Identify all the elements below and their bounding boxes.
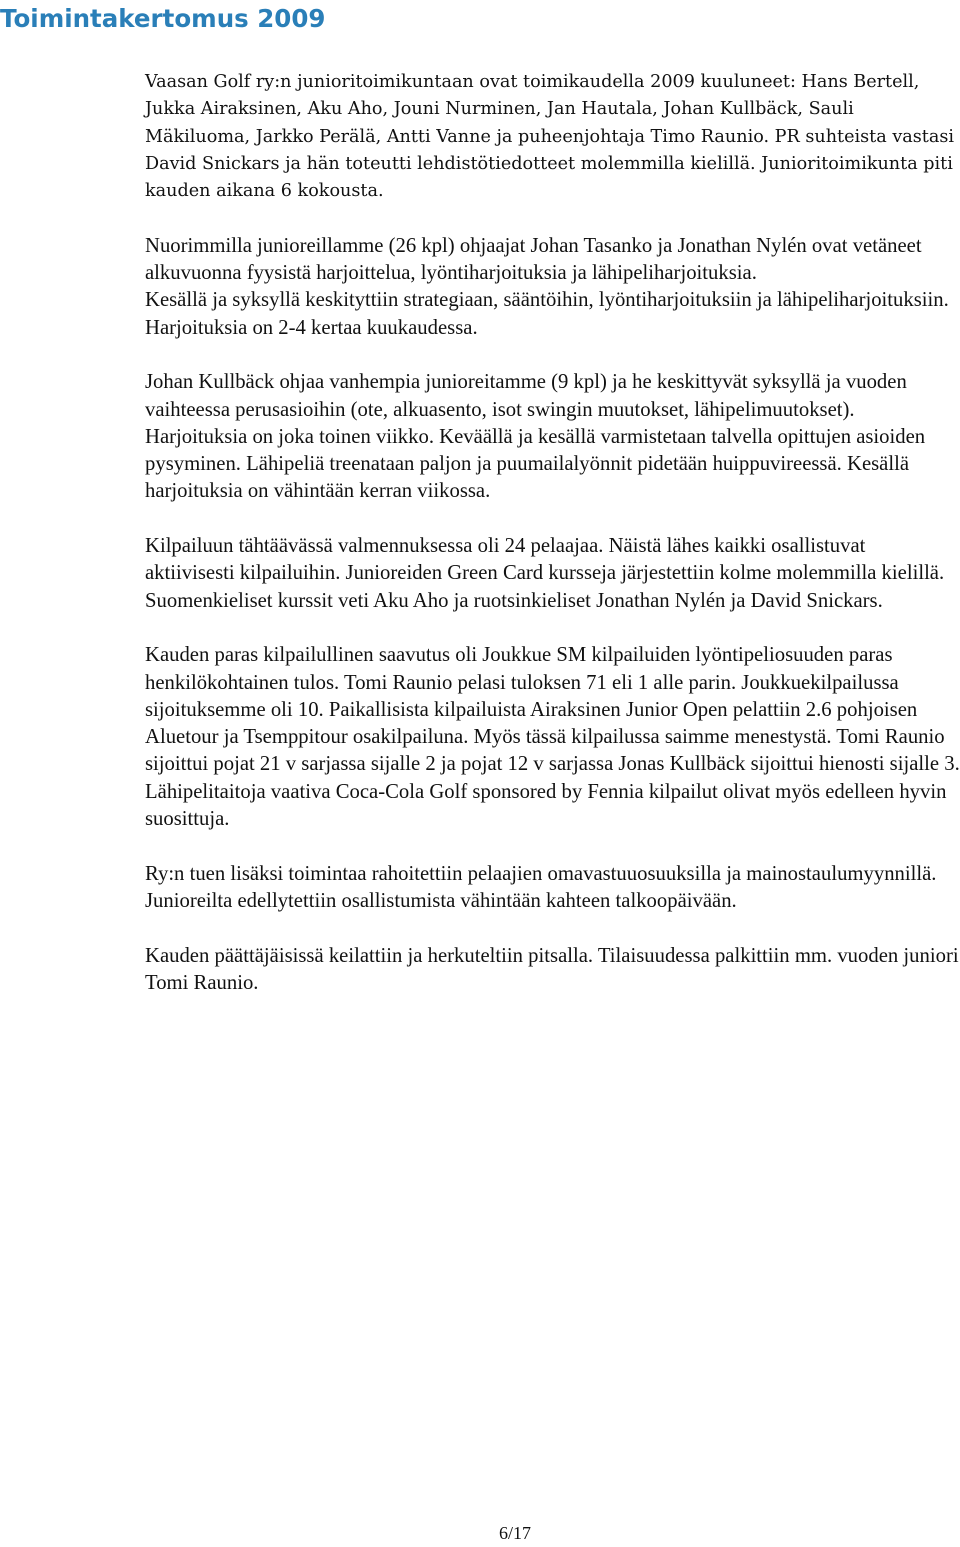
paragraph-funding: Ry:n tuen lisäksi toimintaa rahoitettiin pelaajien omavastuuosuuksilla ja mainostaulumyynnillä. Junioreilta edellytettiin osallistumista vähintään kahteen talkoopäivään. [145, 862, 937, 912]
paragraph-season-closing: Kauden päättäjäisissä keilattiin ja herkuteltiin pitsalla. Tilaisuudessa palkittiin mm. vuoden juniori Tomi Raunio. [145, 944, 959, 994]
paragraph-youngest-juniors: Nuorimmilla junioreillamme (26 kpl) ohjaajat Johan Tasanko ja Jonathan Nylén ovat vetäneet alkuvuonna fyysistä harjoittelua, lyöntiharjoituksia ja lähipeliharjoituksia. [145, 234, 922, 285]
paragraph-committee: Vaasan Golf ry:n junioritoimikuntaan ovat toimikaudella 2009 kuuluneet: Hans Bertell, Jukka Airaksinen, Aku Aho, Jouni Nurminen, Jan Hautala, Johan Kullbäck, Sauli Mäkiluoma, Jarkko Perälä, Antti Vanne ja puheenjohtaja Timo Raunio. PR suhteista vastasi David Snickars ja hän toteutti lehdistötiedotteet molemmilla kielillä. Junioritoimikunta piti kauden aikana 6 kokousta. [145, 72, 955, 202]
paragraph-summer-autumn-training: Kesällä ja syksyllä keskityttiin strategiaan, sääntöihin, lyöntiharjoituksiin ja lähipeliharjoituksiin. Harjoituksia on 2-4 kertaa kuukaudessa. [145, 289, 949, 339]
paragraph-season-results: Kauden paras kilpailullinen saavutus oli Joukkue SM kilpailuiden lyöntipeliosuuden paras henkilökohtainen tulos. Tomi Raunio pelasi tuloksen 71 eli 1 alle parin. Joukkuekilpailussa sijoituksemme oli 10. Paikallisista kilpailuista Airaksinen Junior Open pelattiin 2.6 pohjoisen Aluetour ja Tsemppitour osakilpailuna. Myös tässä kilpailussa saimme menestystä. Tomi Raunio sijoittui pojat 21 v sarjassa sijalle 2 ja pojat 12 v sarjassa Jonas Kullbäck sijoittui hienosti sijalle 3. Lähipelitaitoja vaativa Coca-Cola Golf sponsored by Fennia kilpailut olivat myös edelleen hyvin suosittuja. [145, 644, 960, 831]
document-body [145, 69, 960, 997]
document-title: Toimintakertomus 2009 [0, 4, 326, 33]
paragraph-older-juniors: Johan Kullbäck ohjaa vanhempia junioreitamme (9 kpl) ja he keskittyvät syksyllä ja vuoden vaihteessa perusasioihin (ote, alkuasento, isot swingin muutokset, lähipelimuutokset). Harjoituksia on joka toinen viikko. Keväällä ja kesällä varmistetaan talvella opittujen asioiden pysyminen. Lähipeliä treenataan paljon ja puumailalyönnit pidetään huippuvireessä. Kesällä harjoituksia on vähintään kerran viikossa. [145, 371, 926, 503]
page-number: 6/17 [498, 1523, 531, 1543]
paragraph-competition-coaching: Kilpailuun tähtäävässä valmennuksessa oli 24 pelaajaa. Näistä lähes kaikki osallistuvat aktiivisesti kilpailuihin. Junioreiden Green Card kursseja järjestettiin kolme molemmilla kielillä. Suomenkieliset kurssit veti Aku Aho ja ruotsinkieliset Jonathan Nylén ja David Snickars. [145, 535, 945, 612]
